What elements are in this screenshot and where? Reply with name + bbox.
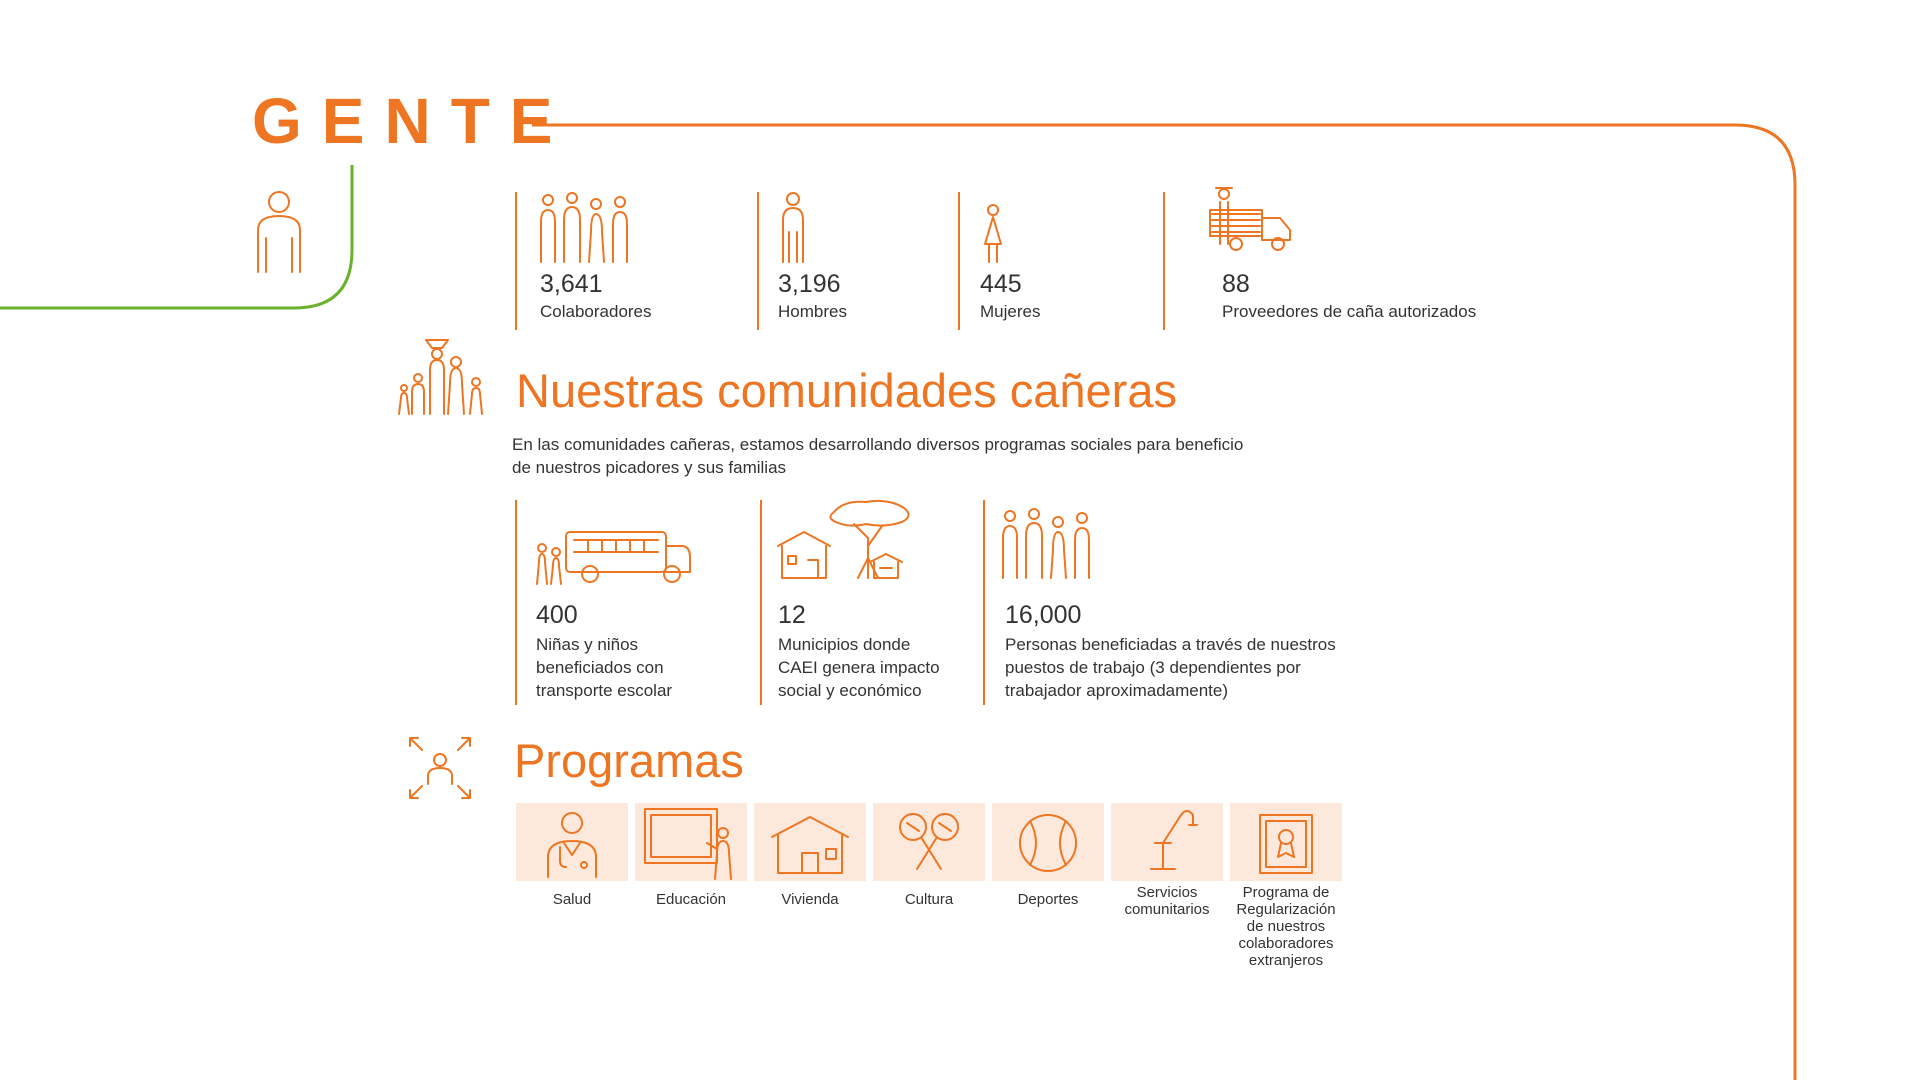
community-family-icon	[396, 336, 488, 416]
baseball-icon	[992, 803, 1104, 881]
intro-line: de nuestros picadores y sus familias	[512, 458, 787, 477]
sugarcane-truck-icon	[1204, 184, 1296, 256]
stat-label-municipios	[778, 633, 940, 702]
divider	[757, 192, 759, 330]
label-line: Servicios	[1136, 884, 1198, 901]
maracas-icon	[873, 803, 985, 881]
label-line: Salud	[552, 891, 592, 908]
divider	[958, 192, 960, 330]
label-line: Regularización	[1236, 901, 1336, 918]
stat-value-personas: 16,000	[1005, 601, 1082, 629]
label-line: Niñas y niños	[536, 635, 639, 654]
program-label	[513, 891, 631, 908]
group-people-icon	[536, 192, 636, 264]
label-line: Educación	[655, 891, 727, 908]
label-line: Deportes	[1017, 891, 1079, 908]
stat-value-municipios: 12	[778, 601, 806, 629]
stat-value-colaboradores: 3,641	[540, 270, 603, 298]
program-cultura	[873, 803, 985, 881]
label-line: Municipios donde	[778, 635, 911, 654]
program-educacion	[635, 803, 747, 881]
label-line: Cultura	[904, 891, 954, 908]
stat-label-colaboradores: Colaboradores	[540, 302, 652, 321]
teacher-board-icon	[635, 803, 747, 881]
label-line: CAEI genera impacto	[778, 658, 940, 677]
stat-value-hombres: 3,196	[778, 270, 841, 298]
divider	[983, 500, 985, 705]
label-line: puestos de trabajo (3 dependientes por	[1005, 658, 1301, 677]
label-line: comunitarios	[1124, 901, 1210, 918]
program-label	[989, 891, 1107, 908]
label-line: beneficiados con	[536, 658, 664, 677]
program-regularizacion	[1230, 803, 1342, 881]
label-line: transporte escolar	[536, 681, 673, 700]
program-label	[870, 891, 988, 908]
communities-heading: Nuestras comunidades cañeras	[516, 364, 1177, 417]
programs-arrows-icon	[406, 734, 474, 802]
communities-intro	[512, 433, 1312, 479]
program-vivienda	[754, 803, 866, 881]
label-line: colaboradores	[1238, 935, 1334, 952]
woman-icon	[979, 204, 1007, 264]
label-line: Programa de	[1242, 884, 1330, 901]
stat-label-hombres: Hombres	[778, 302, 847, 321]
label-line: Vivienda	[781, 891, 839, 908]
house-icon	[754, 803, 866, 881]
stat-label-personas	[1005, 633, 1336, 702]
label-line: extranjeros	[1248, 952, 1324, 969]
certificate-icon	[1230, 803, 1342, 881]
program-deportes	[992, 803, 1104, 881]
program-salud	[516, 803, 628, 881]
doctor-icon	[516, 803, 628, 881]
water-faucet-icon	[1111, 803, 1223, 881]
intro-line: En las comunidades cañeras, estamos desarrollando diversos programas sociales para beneficio	[512, 435, 1244, 454]
divider	[515, 192, 517, 330]
program-label	[632, 891, 750, 908]
man-icon	[778, 192, 808, 264]
programs-heading: Programas	[514, 734, 744, 787]
person-icon	[248, 190, 310, 274]
divider	[1163, 192, 1165, 330]
label-line: trabajador aproximadamente)	[1005, 681, 1229, 700]
stat-value-proveedores: 88	[1222, 270, 1250, 298]
school-bus-icon	[534, 528, 694, 588]
label-line: social y económico	[778, 681, 922, 700]
stat-value-ninos: 400	[536, 601, 578, 629]
section-title: GENTE	[252, 85, 573, 157]
label-line: Personas beneficiadas a través de nuestros	[1005, 635, 1336, 654]
village-tree-icon	[774, 498, 914, 582]
program-label	[1227, 884, 1345, 969]
stat-label-mujeres: Mujeres	[980, 302, 1041, 321]
program-label	[1108, 884, 1226, 918]
program-servicios	[1111, 803, 1223, 881]
stat-label-proveedores: Proveedores de caña autorizados	[1222, 302, 1477, 321]
divider	[515, 500, 517, 705]
divider	[760, 500, 762, 705]
family-icon	[1000, 508, 1096, 580]
label-line: de nuestros	[1246, 918, 1326, 935]
stat-value-mujeres: 445	[980, 270, 1022, 298]
stat-label-ninos	[536, 633, 672, 702]
program-label	[751, 891, 869, 908]
